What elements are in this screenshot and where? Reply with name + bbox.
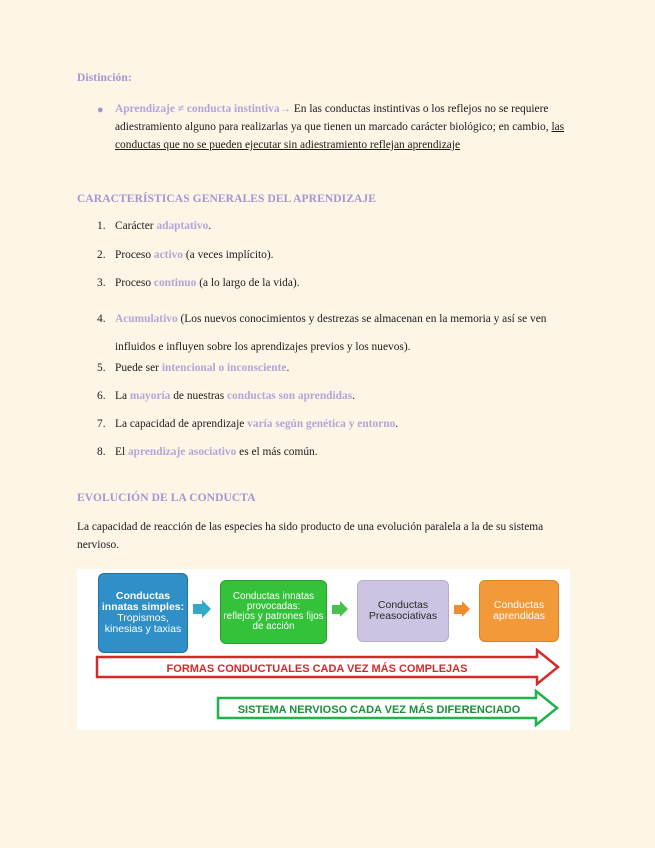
list-number: 6.	[97, 390, 106, 402]
arrow-right-icon	[454, 605, 462, 614]
item-text: de nuestras	[170, 390, 227, 402]
item-highlight: mayoría	[129, 390, 171, 402]
distincion-highlight: Aprendizaje ≠ conducta instintiva	[115, 103, 280, 115]
list-item	[77, 390, 577, 418]
list-item	[77, 277, 577, 305]
box-title: Conductas innatas provocadas:	[232, 591, 315, 612]
box-innatas-provocadas	[220, 580, 327, 644]
box-text: Conductas aprendidas	[493, 599, 545, 622]
caracteristicas-list	[77, 220, 577, 474]
box-text: Tropismos, kinesias y taxias	[104, 612, 182, 635]
item-text: .	[208, 220, 212, 232]
box-innatas-simples	[98, 573, 188, 653]
item-highlight: adaptativo	[156, 220, 209, 232]
item-text: La capacidad de aprendizaje	[115, 418, 248, 430]
item-text: Proceso	[115, 249, 154, 261]
item-text: Carácter	[115, 220, 157, 232]
arrow-right-icon	[340, 601, 348, 617]
item-text: .	[352, 390, 355, 402]
arrow-right-icon	[462, 601, 470, 617]
caracteristicas-heading: CARACTERÍSTICAS GENERALES DEL APRENDIZAJE	[77, 193, 377, 205]
distincion-underlined: las conductas que no se pueden ejecutar sin adiestramiento reflejan aprendizaje	[115, 121, 565, 151]
green-arrow-banner	[216, 689, 560, 727]
distincion-text: En las conductas instintivas o los reflejos no se requiere adiestramiento alguno para realizarlas ya que tienen un marcado carácter biológico; en cambio,	[115, 103, 552, 133]
item-text: El	[115, 446, 128, 458]
list-item	[77, 362, 577, 390]
item-highlight: aprendizaje asociativo	[127, 446, 237, 458]
item-text: La	[115, 390, 130, 402]
evolution-diagram	[77, 569, 570, 730]
arrow-right-icon	[202, 600, 211, 618]
box-aprendidas	[479, 580, 559, 642]
item-text: Proceso	[115, 277, 154, 289]
item-highlight: intencional o inconsciente	[161, 362, 287, 374]
arrow-right-icon	[193, 604, 202, 614]
item-highlight: Acumulativo	[115, 313, 178, 325]
evolucion-heading: EVOLUCIÓN DE LA CONDUCTA	[77, 492, 256, 504]
red-arrow-banner	[95, 648, 560, 686]
list-number: 7.	[97, 418, 106, 430]
box-title: Conductas innatas simples:	[101, 590, 185, 613]
list-number: 3.	[97, 277, 106, 289]
item-text: .	[395, 418, 399, 430]
list-number: 2.	[97, 249, 106, 261]
item-highlight: activo	[153, 249, 184, 261]
item-highlight: varía según genética y entorno	[247, 418, 396, 430]
list-item	[77, 418, 577, 446]
list-number: 4.	[97, 313, 106, 325]
green-arrow-text: SISTEMA NERVIOSO CADA VEZ MÁS DIFERENCIADO	[237, 704, 521, 716]
arrow-right-icon	[332, 605, 340, 614]
evolucion-intro: La capacidad de reacción de las especies ha sido producto de una evolución paralela a la de su sistema nervioso.	[77, 521, 544, 551]
item-text: (a lo largo de la vida).	[196, 277, 300, 289]
list-item	[77, 220, 577, 249]
bullet-dot: ●	[97, 104, 104, 116]
list-item	[77, 446, 577, 474]
list-number: 1.	[97, 220, 106, 232]
item-text: (a veces implícito).	[183, 249, 274, 261]
item-text: .	[286, 362, 290, 374]
list-number: 8.	[97, 446, 106, 458]
red-arrow-text: FORMAS CONDUCTUALES CADA VEZ MÁS COMPLEJAS	[166, 663, 468, 675]
list-item	[77, 305, 577, 362]
list-number: 5.	[97, 362, 106, 374]
list-item	[77, 249, 577, 277]
distincion-heading: Distinción:	[77, 72, 132, 84]
item-text: Puede ser	[115, 362, 162, 374]
box-text: Conductas Preasociativas	[368, 599, 438, 622]
arrow-glyph: →	[279, 103, 291, 115]
item-text: es el más común.	[236, 446, 318, 458]
box-text: reflejos y patrones fijos de acción	[223, 611, 324, 632]
item-highlight: conductas son aprendidas	[227, 390, 353, 402]
item-highlight: continuo	[153, 277, 197, 289]
box-preasociativas	[357, 580, 449, 642]
item-text: (Los nuevos conocimientos y destrezas se almacenan en la memoria y así se ven influidos e influyen sobre los aprendizajes previos y los nuevos).	[115, 313, 547, 353]
distincion-paragraph	[115, 100, 585, 154]
